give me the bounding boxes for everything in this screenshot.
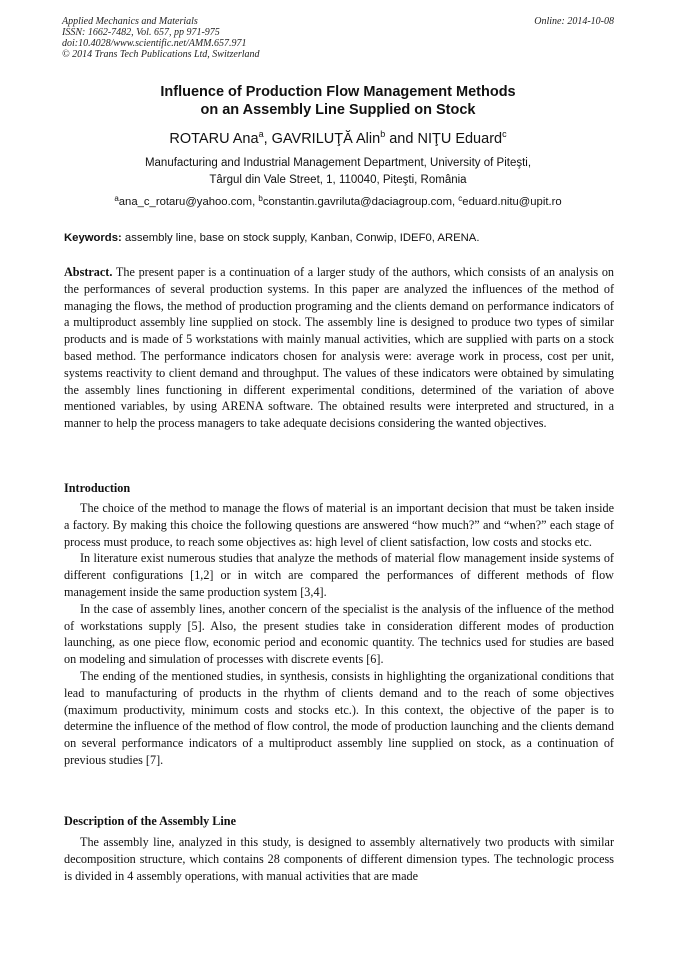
paragraph: The assembly line, analyzed in this study, is designed to assembly alternatively two products with similar decomposition structure, which contains 28 components of different dimension types. The technologic process is divided in 4 assembly operations, with manual activities that are made (64, 835, 614, 883)
description-body (64, 834, 614, 884)
author-list: ROTARU Ana$^a$, GAVRILUŢĂ Alin$^b$ and NIŢU Eduard$^c$ (169, 129, 507, 147)
affiliation-line-2: Târgul din Vale Street, 1, 110040, Piteşti, România (209, 174, 467, 186)
title-line-1: Influence of Production Flow Management Methods (160, 84, 516, 100)
abstract-text: The present paper is a continuation of a larger study of the authors, which consists of an analysis on the performances of several production systems. In this paper are analyzed the influences of the method of managing the flows, the method of production programing and the clients demand on performance indicators of a multiproduct assembly line supplied on stock. The assembly line is designed to produce two types of similar products and is made of 5 workstations with mainly manual activities, which are supplied with parts on a stock based method. The performance indicators chosen for analysis were: average work in process, cost per unit, systems reactivity to client demand and throughput. The values of these indicators were obtained by simulating the assembly lines functioning in different experimental conditions, determined of the variation of above mentioned variables, by using ARENA software. The obtained results were interpreted and structured, in a manner to help the process managers to take adequate decisions considering the wanted objectives. (64, 265, 615, 431)
author-1-marker: a (258, 129, 264, 139)
author-conjunction: and (389, 131, 414, 147)
author-1: ROTARU Ana (169, 131, 259, 147)
journal-issn: ISSN: 1662-7482, Vol. 657, pp 971-975 (62, 27, 220, 38)
author-emails (62, 195, 614, 209)
journal-copyright: © 2014 Trans Tech Publications Ltd, Switzerland (62, 49, 260, 60)
email-1[interactable]: ana_c_rotaru@yahoo.com, (118, 196, 256, 208)
paragraph: The ending of the mentioned studies, in synthesis, consists in highlighting the organizational conditions that lead to manufacturing of products in the rhythm of clients demand and to the reach of some objectives (maximum productivity, minimum costs and stocks etc.). In this context, the objective of the paper is to determine the influence of the method of flow control, the mode of production launching and the clients demand on several performance indicators of a multiproduct assembly line supplied on stock, as a continuation of previous studies [7]. (64, 668, 614, 767)
paragraph: In literature exist numerous studies that analyze the methods of material flow management inside systems of different configurations [1,2] or in witch are compared the performances of different methods of flow management inside the same production system [3,4]. (64, 551, 614, 599)
email-3[interactable]: eduard.nitu@upit.ro (462, 196, 562, 208)
email-3-marker: c (458, 194, 463, 203)
journal-header (62, 16, 614, 60)
email-2-marker: b (258, 194, 263, 203)
affiliation-line-1: Manufacturing and Industrial Management Department, University of Piteşti, (144, 157, 532, 169)
abstract (64, 264, 614, 432)
email-1-marker: a (114, 194, 119, 203)
keywords-text: assembly line, base on stock supply, Kanban, Conwip, IDEF0, ARENA. (124, 232, 480, 244)
abstract-label: Abstract. (64, 265, 113, 279)
description-heading: Description of the Assembly Line (64, 814, 236, 828)
title-line-2: on an Assembly Line Supplied on Stock (200, 102, 476, 118)
affiliation (62, 155, 614, 189)
author-3: NIŢU Eduard (417, 131, 503, 147)
author-2: GAVRILUŢĂ Alin (271, 131, 381, 147)
author-3-marker: c (502, 129, 507, 139)
paragraph: The choice of the method to manage the flows of material is an important decision that must be taken inside a factory. By making this choice the following questions are answered “how much?” and “when?” each stage of process must produce, to reach some objectives as: high level of client satisfaction, low costs and stocks etc. (64, 501, 614, 549)
email-2[interactable]: constantin.gavriluta@daciagroup.com, (262, 196, 456, 208)
keywords-label: Keywords: (64, 232, 122, 244)
introduction-heading: Introduction (64, 481, 131, 495)
paragraph: In the case of assembly lines, another concern of the specialist is the analysis of the influence of the method of workstations supply [5]. Also, the present studies take in consideration different modes of production launching, as one piece flow, economic period and economic quantity. The technics used for studies are based on modeling and simulation of processes with discrete events [6]. (64, 601, 614, 667)
journal-name: Applied Mechanics and Materials (62, 16, 198, 27)
keywords (64, 231, 616, 245)
journal-doi[interactable]: doi:10.4028/www.scientific.net/AMM.657.971 (62, 38, 247, 49)
paper-title (62, 83, 614, 119)
introduction-body (64, 500, 614, 769)
online-date: Online: 2014-10-08 (534, 16, 614, 27)
author-2-marker: b (380, 129, 386, 139)
